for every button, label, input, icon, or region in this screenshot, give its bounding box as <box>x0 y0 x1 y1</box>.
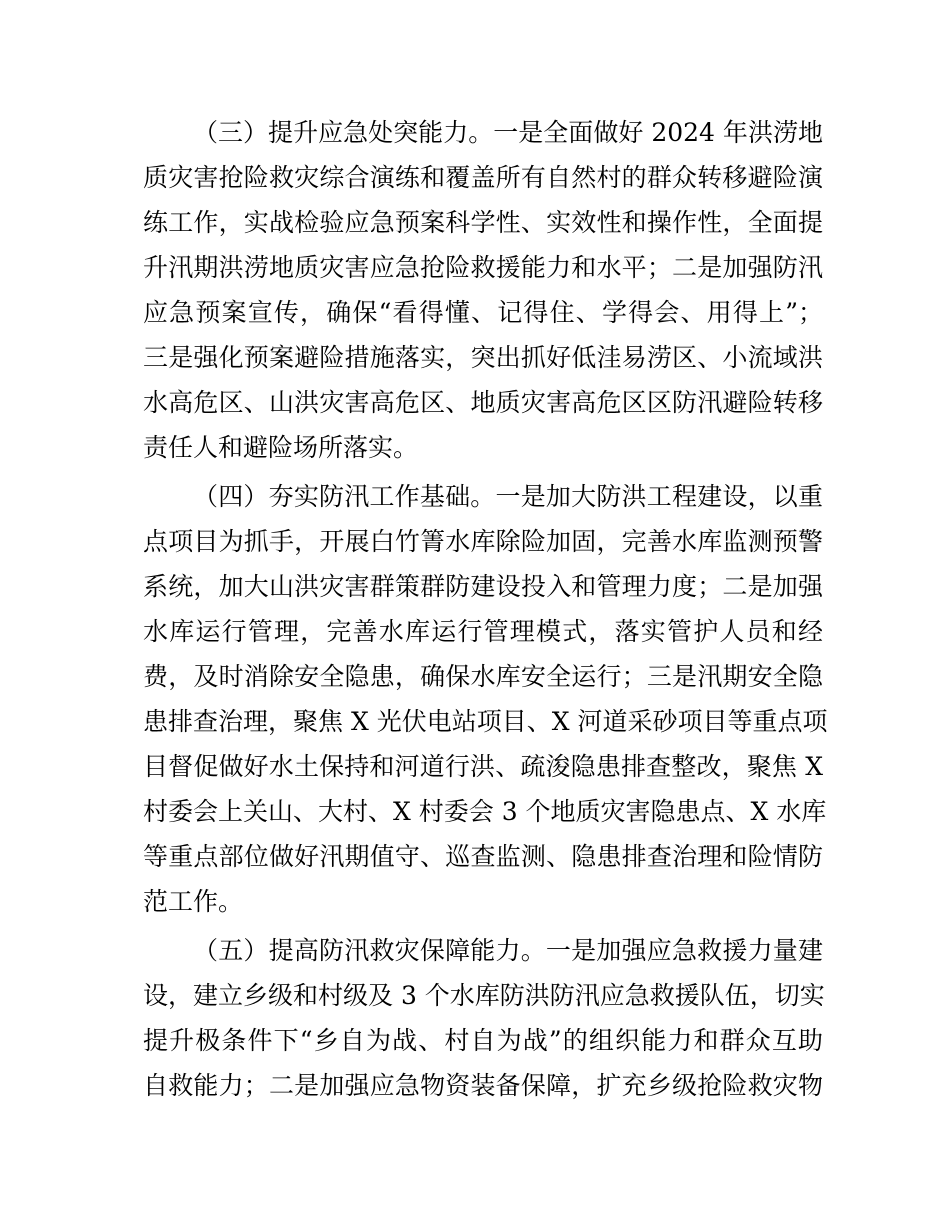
paragraph-line: （四）夯实防汛工作基础。一是加大防洪工程建设，以重 <box>193 482 823 511</box>
paragraph-line: 系统，加大山洪灾害群策群防建设投入和管理力度；二是加强 <box>143 572 823 601</box>
paragraph-line: 升汛期洪涝地质灾害应急抢险救援能力和水平；二是加强防汛 <box>143 253 823 282</box>
paragraph-line: 范工作。 <box>143 887 244 916</box>
paragraph-line: 设，建立乡级和村级及 3 个水库防洪防汛应急救援队伍，切实 <box>143 981 825 1010</box>
paragraph-line: 患排查治理，聚焦 X 光伏电站项目、X 河道采砂项目等重点项 <box>143 707 828 736</box>
paragraph-line: 水高危区、山洪灾害高危区、地质灾害高危区区防汛避险转移 <box>143 388 823 417</box>
paragraph-line: 责任人和避险场所落实。 <box>143 433 419 462</box>
paragraph-line: 练工作，实战检验应急预案科学性、实效性和操作性，全面提 <box>143 208 823 237</box>
paragraph-line: 应急预案宣传，确保“看得懂、记得住、学得会、用得上”； <box>143 298 823 327</box>
paragraph-line: 等重点部位做好汛期值守、巡查监测、隐患排查治理和险情防 <box>143 842 823 871</box>
paragraph-line: 三是强化预案避险措施落实，突出抓好低洼易涝区、小流域洪 <box>143 343 823 372</box>
paragraph-line: 目督促做好水土保持和河道行洪、疏浚隐患排查整改，聚焦 X <box>143 752 823 781</box>
paragraph-line: 点项目为抓手，开展白竹箐水库除险加固，完善水库监测预警 <box>143 527 823 556</box>
paragraph-line: 费，及时消除安全隐患，确保水库安全运行；三是汛期安全隐 <box>143 662 823 691</box>
paragraph-line: 水库运行管理，完善水库运行管理模式，落实管护人员和经 <box>143 617 823 646</box>
paragraph-line: 自救能力；二是加强应急物资装备保障，扩充乡级抢险救灾物 <box>143 1071 823 1100</box>
paragraph-line: （三）提升应急处突能力。一是全面做好 2024 年洪涝地 <box>193 118 823 147</box>
paragraph-line: 提升极条件下“乡自为战、村自为战”的组织能力和群众互助 <box>143 1026 823 1055</box>
paragraph-line: 质灾害抢险救灾综合演练和覆盖所有自然村的群众转移避险演 <box>143 163 823 192</box>
paragraph-line: 村委会上关山、大村、X 村委会 3 个地质灾害隐患点、X 水库 <box>143 797 827 826</box>
paragraph-line: （五）提高防汛救灾保障能力。一是加强应急救援力量建 <box>193 936 823 965</box>
